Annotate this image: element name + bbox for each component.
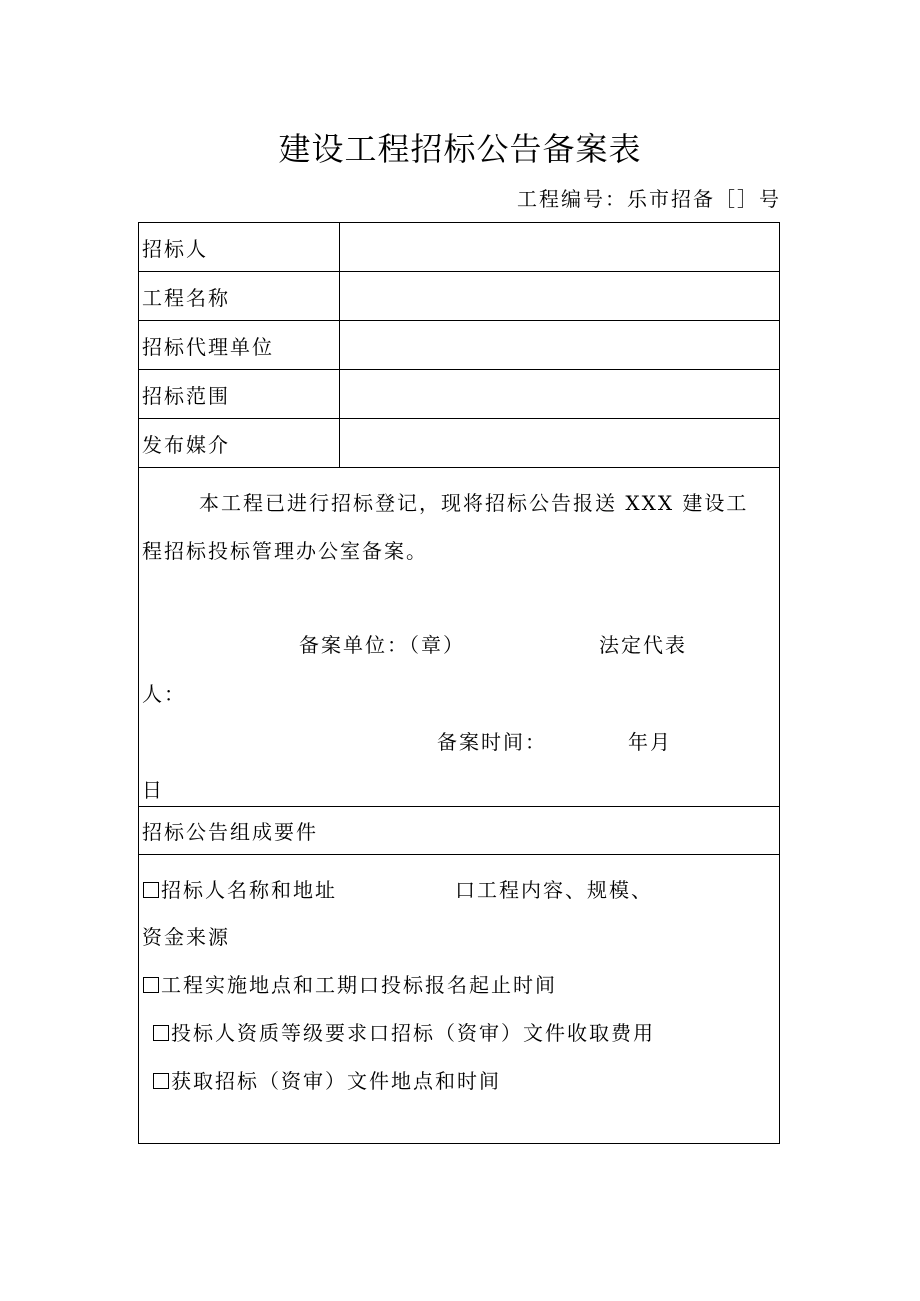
row-project-name — [139, 272, 779, 321]
checklist-item — [153, 1065, 501, 1094]
checklist-label: 招标人名称和地址 — [161, 878, 337, 902]
day-label: 日 — [142, 778, 164, 802]
row-tenderer — [139, 223, 779, 272]
checklist-label: 口投标报名起止时间 — [359, 973, 557, 997]
row-media — [139, 419, 779, 468]
checkbox[interactable] — [153, 1025, 169, 1041]
project-name-field[interactable] — [340, 272, 779, 320]
checklist-item-cont: 资金来源 — [142, 925, 230, 949]
checkbox[interactable] — [153, 1073, 169, 1089]
row-label: 工程名称 — [139, 272, 340, 320]
components-checklist — [139, 855, 779, 1145]
checklist-item — [153, 1017, 655, 1046]
checklist-label: 工程实施地点和工期 — [161, 973, 359, 997]
row-agency — [139, 321, 779, 370]
scope-field[interactable] — [340, 370, 779, 418]
agency-field[interactable] — [340, 321, 779, 369]
checklist-item — [143, 874, 337, 903]
media-field[interactable] — [340, 419, 779, 467]
filing-statement — [139, 468, 779, 807]
checklist-label: 口招标（资审）文件收取费用 — [369, 1021, 655, 1045]
row-label: 招标代理单位 — [139, 321, 340, 369]
row-label: 招标范围 — [139, 370, 340, 418]
checklist-label: 获取招标（资审）文件地点和时间 — [171, 1069, 501, 1093]
year-month-label: 年月 — [628, 730, 672, 754]
filing-unit-label: 备案单位：（章） — [299, 633, 465, 657]
components-heading: 招标公告组成要件 — [139, 807, 779, 855]
legal-rep-label-cont: 人： — [142, 682, 186, 706]
row-label: 招标人 — [139, 223, 340, 271]
tenderer-field[interactable] — [340, 223, 779, 271]
statement-line-2: 程招标投标管理办公室备案。 — [142, 539, 428, 563]
checkbox[interactable] — [143, 882, 159, 898]
filing-form — [138, 222, 780, 1144]
filing-time-label: 备案时间： — [437, 730, 547, 754]
legal-rep-label: 法定代表 — [599, 633, 687, 657]
checklist-item: 口工程内容、规模、 — [455, 878, 653, 902]
checkbox[interactable] — [143, 977, 159, 993]
checklist-label: 投标人资质等级要求 — [171, 1021, 369, 1045]
checklist-item — [143, 969, 557, 998]
project-number: 工程编号：乐市招备［］号 — [517, 187, 781, 211]
page-title: 建设工程招标公告备案表 — [278, 130, 642, 168]
row-scope — [139, 370, 779, 419]
statement-line-1: 本工程已进行招标登记，现将招标公告报送 XXX 建设工 — [199, 491, 749, 515]
row-label: 发布媒介 — [139, 419, 340, 467]
